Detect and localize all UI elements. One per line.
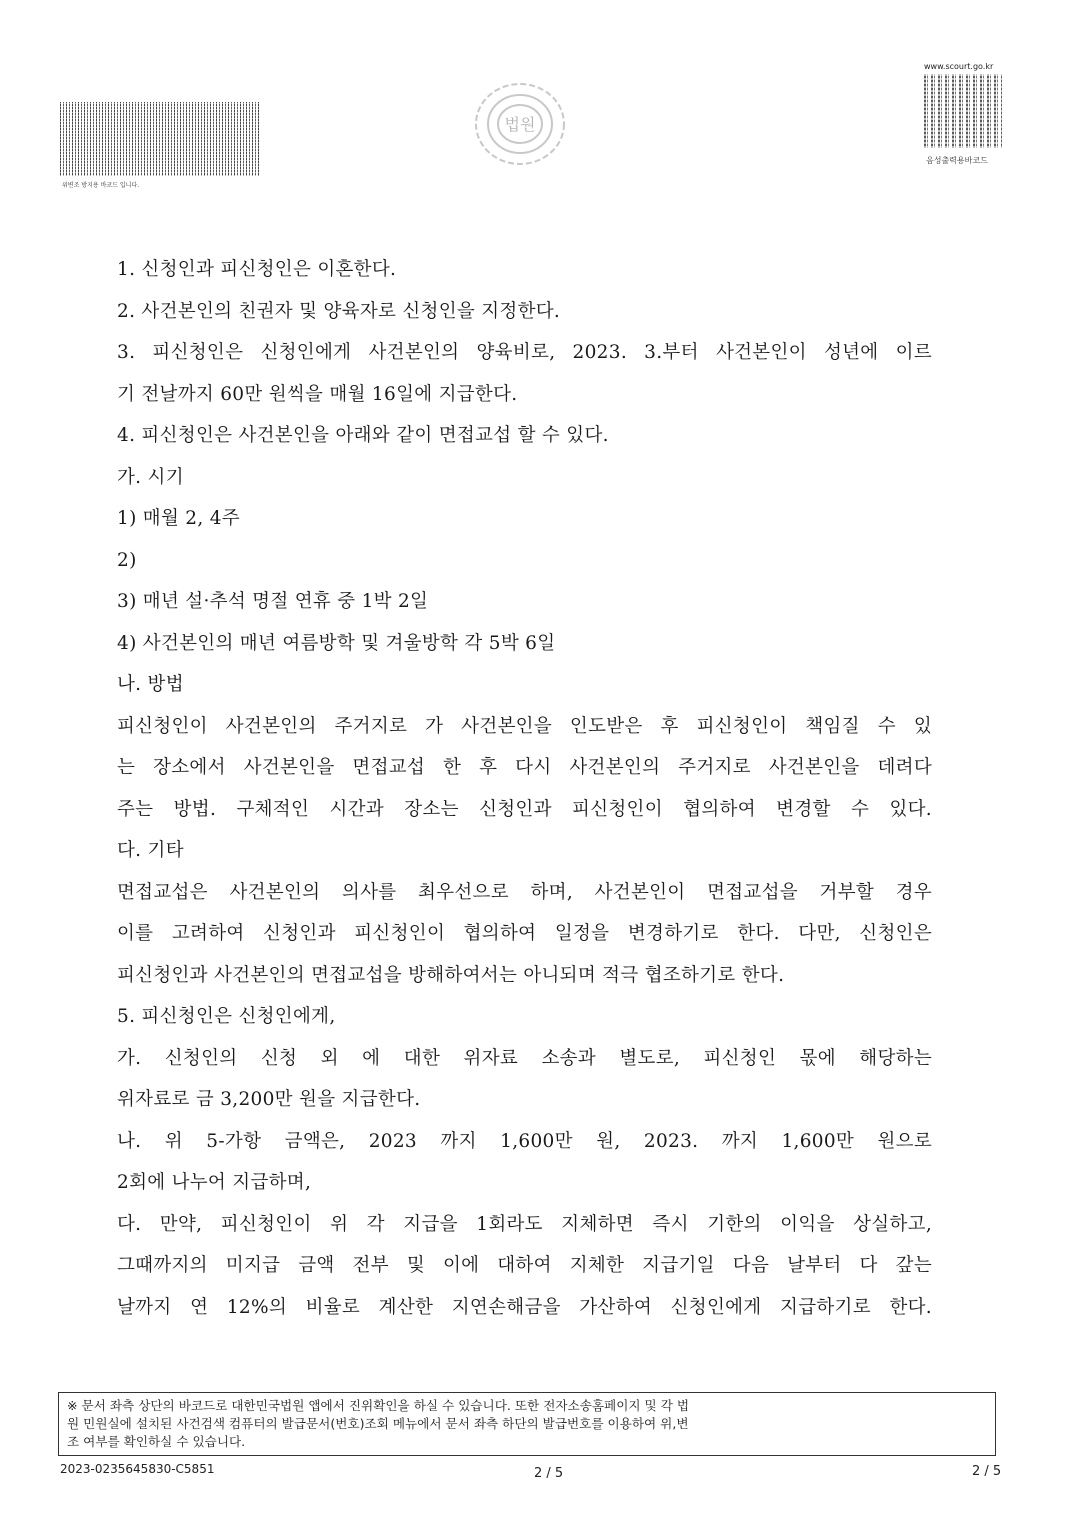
body-line: 2) [117, 549, 137, 571]
seal-text: 법원 [504, 115, 536, 134]
notice-line: 조 여부를 확인하실 수 있습니다. [67, 1434, 246, 1449]
barcode-caption: 위변조 방지용 바코드 입니다. [62, 182, 140, 189]
body-line: 피신청인이 사건본인의 주거지로 가 사건본인을 인도받은 후 피신청인이 책임질 수 있 [117, 715, 932, 737]
body-line: 4) 사건본인의 매년 여름방학 및 겨울방학 각 5박 6일 [117, 632, 556, 654]
body-line: 1) 매월 2, 4주 [117, 508, 240, 529]
body-line: 2회에 나누어 지급하며, [117, 1172, 312, 1193]
body-line: 1. 신청인과 피신청인은 이혼한다. [117, 259, 397, 280]
body-line: 기 전날까지 60만 원씩을 매월 16일에 지급한다. [117, 383, 518, 405]
body-line: 주는 방법. 구체적인 시간과 장소는 신청인과 피신청인이 협의하여 변경할 수 있다. [117, 798, 932, 820]
body-line: 가. 시기 [117, 466, 184, 488]
body-line: 나. 방법 [117, 674, 184, 695]
court-seal-icon [470, 80, 570, 170]
body-line: 나. 위 5-가항 금액은, 2023 까지 1,600만 원, 2023. 까지 1,600만 원으로 [117, 1130, 932, 1152]
document-body [117, 255, 932, 1334]
page-number-center: 2 / 5 [534, 1466, 564, 1481]
body-line: 면접교섭은 사건본인의 의사를 최우선으로 하며, 사건본인이 면접교섭을 거부할 경우 [117, 881, 932, 903]
body-line: 날까지 연 12%의 비율로 계산한 지연손해금을 가산하여 신청인에게 지급하기로 한다. [117, 1296, 932, 1318]
voice-output-barcode [924, 74, 1002, 148]
body-line: 위자료로 금 3,200만 원을 지급한다. [117, 1089, 421, 1110]
body-line: 가. 신청인의 신청 외 에 대한 위자료 소송과 별도로, 피신청인 몫에 해당하는 [117, 1047, 932, 1069]
body-line: 3. 피신청인은 신청인에게 사건본인의 양육비로, 2023. 3.부터 사건본인이 성년에 이르 [117, 342, 932, 363]
body-line: 는 장소에서 사건본인을 면접교섭 한 후 다시 사건본인의 주거지로 사건본인을 데려다 [117, 757, 932, 778]
body-line: 다. 기타 [117, 840, 184, 861]
site-url: www.scourt.go.kr [924, 62, 994, 71]
body-line: 2. 사건본인의 친권자 및 양육자로 신청인을 지정한다. [117, 300, 561, 322]
body-line: 3) 매년 설·추석 명절 연휴 중 1박 2일 [117, 591, 429, 612]
body-line: 이를 고려하여 신청인과 피신청인이 협의하여 일정을 변경하기로 한다. 다만, 신청인은 [117, 923, 932, 944]
body-line: 피신청인과 사건본인의 면접교섭을 방해하여서는 아니되며 적극 협조하기로 한다. [117, 964, 785, 986]
body-line: 그때까지의 미지급 금액 전부 및 이에 대하여 지체한 지급기일 다음 날부터 다 갚는 [117, 1255, 932, 1276]
page-number-right: 2 / 5 [972, 1464, 1002, 1479]
body-line: 다. 만약, 피신청인이 위 각 지급을 1회라도 지체하면 즉시 기한의 이익을 상실하고, [117, 1213, 932, 1235]
verification-notice [58, 1392, 996, 1456]
voice-barcode-caption: 음성출력용바코드 [926, 156, 988, 165]
issue-number: 2023-0235645830-C5851 [60, 1462, 215, 1476]
anti-forgery-barcode [60, 102, 260, 176]
notice-line: 원 민원실에 설치된 사건검색 컴퓨터의 발급문서(번호)조회 메뉴에서 문서 좌측 하단의 발급번호를 이용하여 위,변 [67, 1416, 689, 1431]
body-line: 5. 피신청인은 신청인에게, [117, 1006, 336, 1027]
notice-line: ※ 문서 좌측 상단의 바코드로 대한민국법원 앱에서 진위확인을 하실 수 있습니다. 또한 전자소송홈페이지 및 각 법 [67, 1398, 690, 1413]
body-line: 4. 피신청인은 사건본인을 아래와 같이 면접교섭 할 수 있다. [117, 425, 609, 446]
